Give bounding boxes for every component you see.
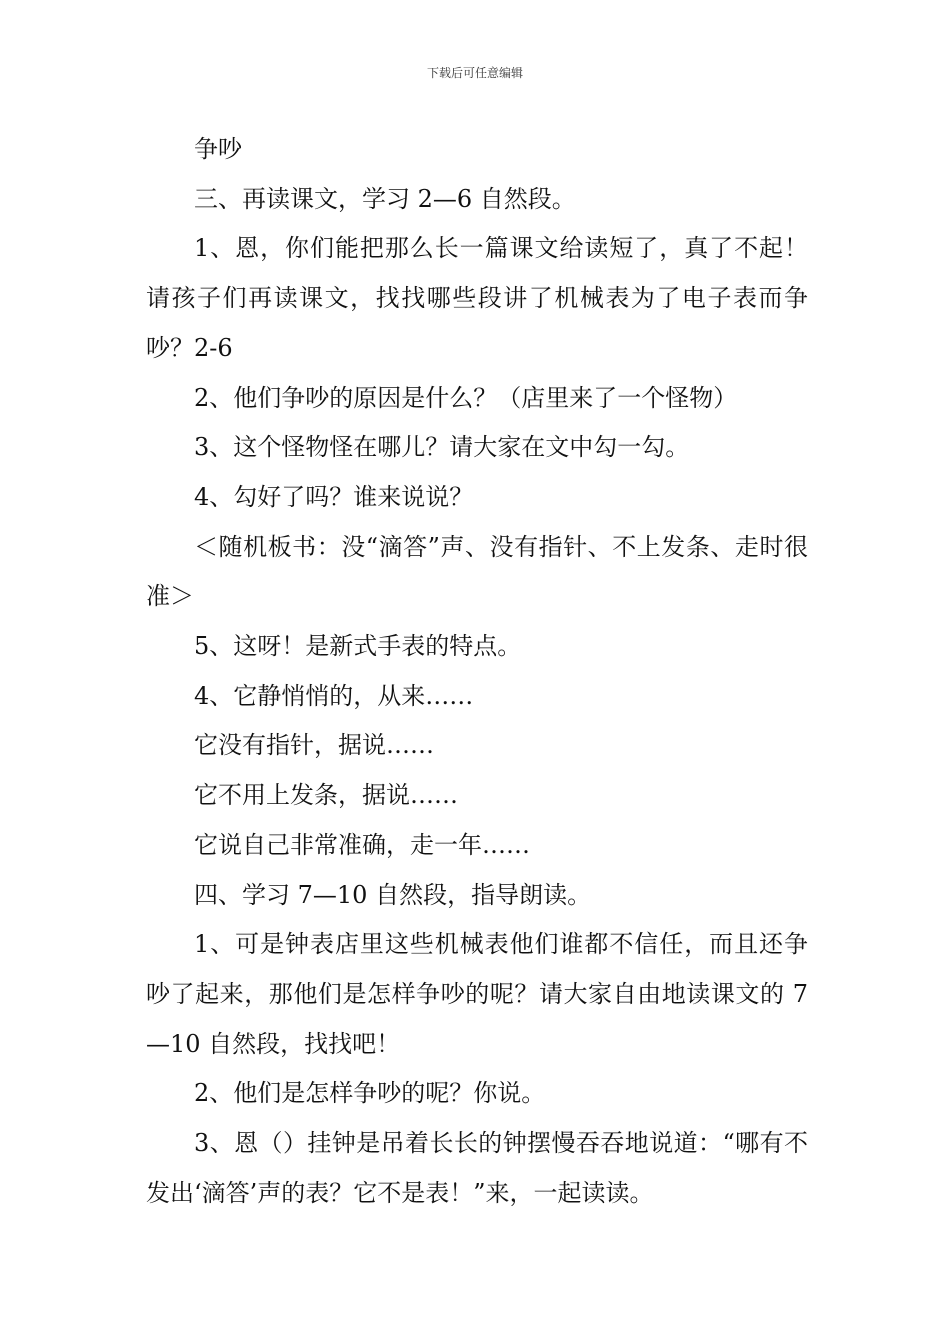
section-heading: 四、学习 7—10 自然段，指导朗读。 bbox=[194, 880, 592, 909]
paragraph: 4、它静悄悄的，从来…… bbox=[194, 681, 474, 710]
paragraph: 5、这呀！是新式手表的特点。 bbox=[194, 632, 522, 661]
paragraph: 它说自己非常准确，走一年…… bbox=[194, 830, 530, 859]
paragraph: 1、恩，你们能把那么长一篇课文给读短了，真了不起！请孩子们再读课文，找找哪些段讲了机械表为了电子表而争吵？2-6 bbox=[146, 234, 808, 362]
section-heading: 三、再读课文，学习 2—6 自然段。 bbox=[194, 184, 576, 213]
paragraph: 3、恩（）挂钟是吊着长长的钟摆慢吞吞地说道：“哪有不发出‘滴答’声的表？它不是表！”来，一起读读。 bbox=[146, 1129, 808, 1207]
paragraph: 争吵 bbox=[194, 135, 242, 163]
paragraph: ＜随机板书：没“滴答”声、没有指针、不上发条、走时很准＞ bbox=[146, 532, 808, 611]
paragraph: 它不用上发条，据说…… bbox=[194, 781, 458, 810]
paragraph: 4、勾好了吗？谁来说说？ bbox=[194, 482, 474, 511]
paragraph: 它没有指针，据说…… bbox=[194, 731, 434, 760]
page-header: 下载后可任意编辑 bbox=[426, 66, 523, 80]
paragraph: 1、可是钟表店里这些机械表他们谁都不信任，而且还争吵了起来，那他们是怎样争吵的呢？请大家自由地读课文的 7—10 自然段，找找吧！ bbox=[146, 930, 808, 1058]
document-body bbox=[146, 125, 808, 1218]
paragraph: 3、这个怪物怪在哪儿？请大家在文中勾一勾。 bbox=[194, 433, 690, 462]
paragraph: 2、他们是怎样争吵的呢？你说。 bbox=[194, 1079, 546, 1108]
paragraph: 2、他们争吵的原因是什么？（店里来了一个怪物） bbox=[194, 383, 738, 412]
